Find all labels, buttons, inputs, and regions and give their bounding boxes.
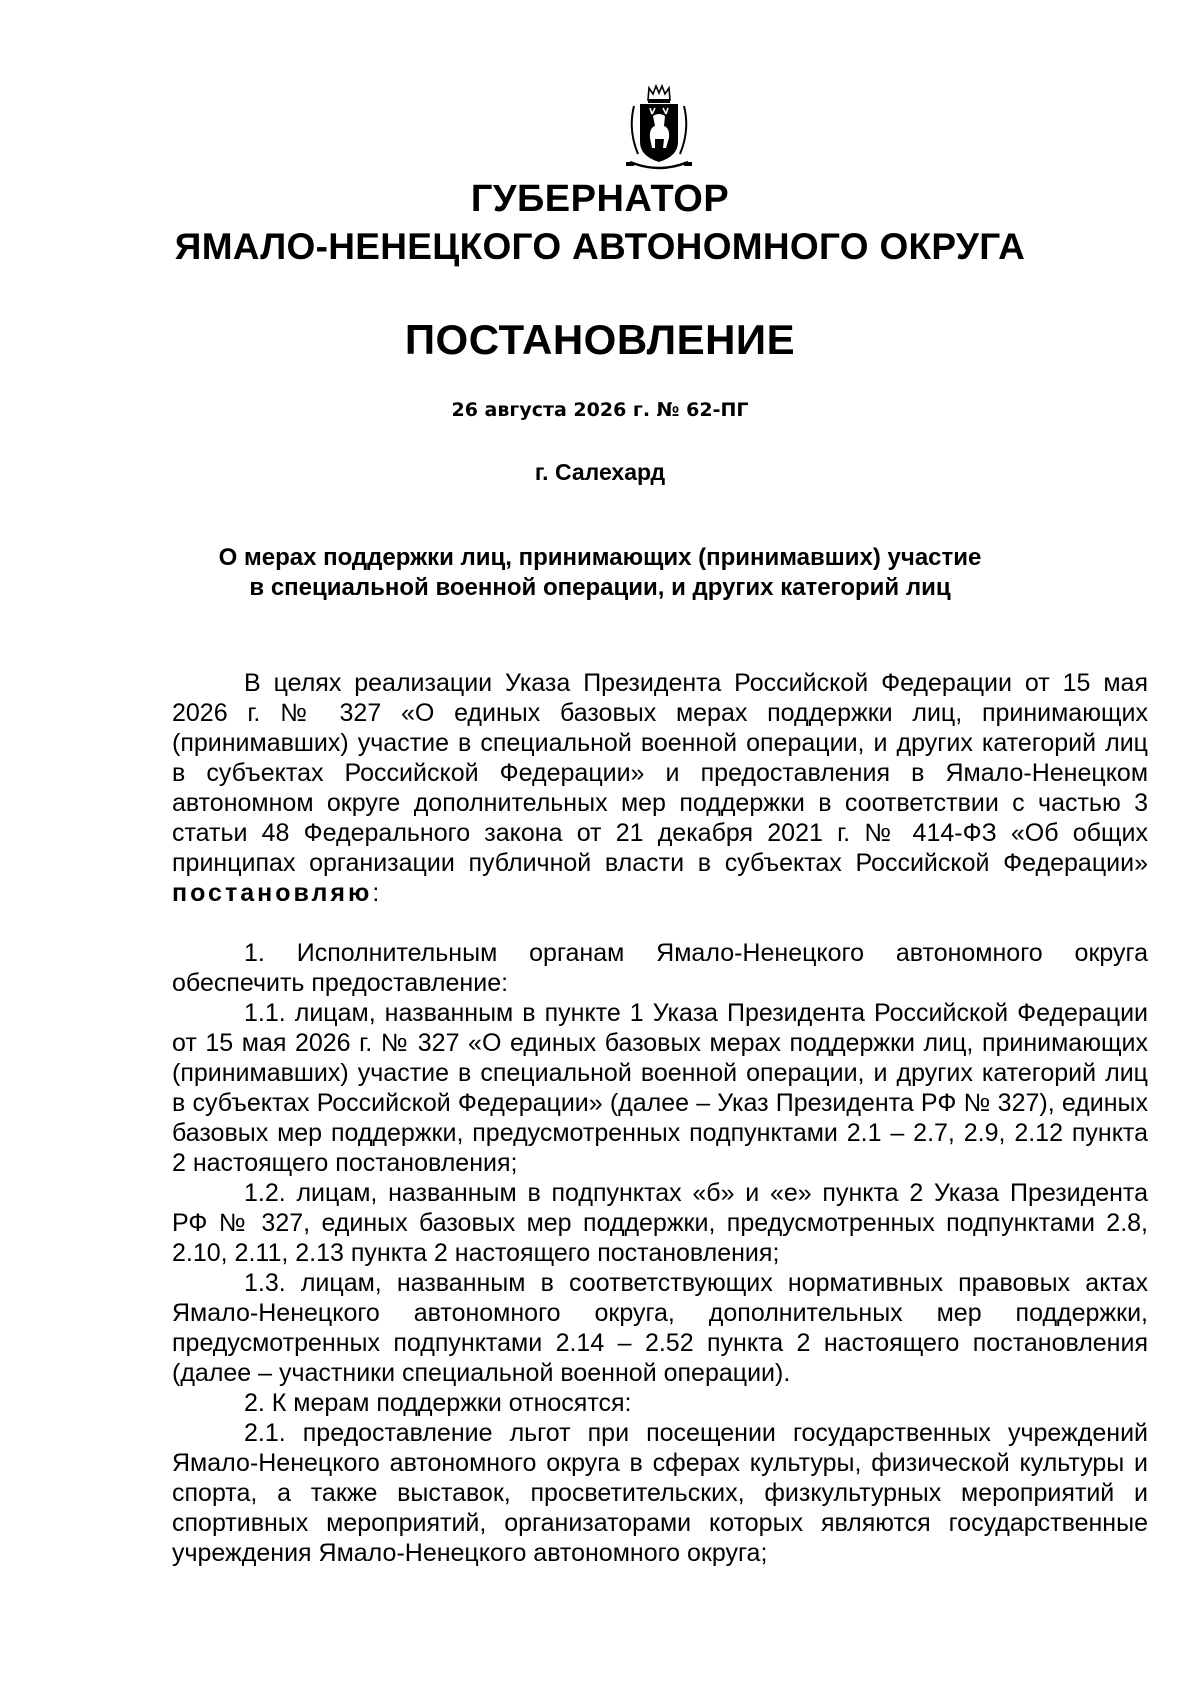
document-date-number: 26 августа 2026 г. № 62-ПГ [451,399,749,421]
resolve-suffix: : [372,879,380,907]
body-paragraph: 2. К мерам поддержки относятся: [244,1389,632,1417]
body-paragraph: 1.1. лицам, названным в пункте 1 Указа Президента Российской Федерации от 15 мая 2026 г. № 327 «О единых базовых мерах поддержки лиц, принимающих (принимавших) участие в специальной военной операции, и других категорий лиц в субъектах Российской Федерации» (далее – Указ Президента РФ № 327), единых базовых мер поддержки, предусмотренных подпунктами 2.1 – 2.7, 2.9, 2.12 пункта 2 настоящего постановления; [172,999,1148,1177]
document-city: г. Салехард [534,459,666,485]
preamble-paragraph [172,668,1148,908]
document-title [170,543,1030,603]
body-paragraph: 1.2. лицам, названным в подпунктах «б» и «е» пункта 2 Указа Президента РФ № 327, единых базовых мер поддержки, предусмотренных подпунктами 2.8, 2.10, 2.11, 2.13 пункта 2 настоящего постановления; [172,1179,1148,1267]
issuer-region: ЯМАЛО-НЕНЕЦКОГО АВТОНОМНОГО ОКРУГА [174,226,1026,267]
body-paragraph: 1.3. лицам, названным в соответствующих нормативных правовых актах Ямало-Ненецкого автономного округа, дополнительных мер поддержки, предусмотренных подпунктами 2.14 – 2.52 пункта 2 настоящего постановления (далее – участники специальной военной операции). [172,1269,1148,1387]
preamble-text: В целях реализации Указа Президента Российской Федерации от 15 мая 2026 г. № 327 «О единых базовых мерах поддержки лиц, принимающих (принимавших) участие в специальной военной операции, и других категорий лиц в субъектах Российской Федерации» и предоставления в Ямало-Ненецком автономном округе дополнительных мер поддержки в соответствии с частью 3 статьи 48 Федерального закона от 21 декабря 2021 г. № 414-ФЗ «Об общих принципах организации публичной власти в субъектах Российской Федерации» [172,669,1148,877]
body-paragraph: 2.1. предоставление льгот при посещении государственных учреждений Ямало-Ненецкого автономного округа в сферах культуры, физической культуры и спорта, а также выставок, просветительских, физкультурных мероприятий и спортивных мероприятий, организаторами которых являются государственные учреждения Ямало-Ненецкого автономного округа; [172,1419,1148,1567]
paragraph-spacer [172,908,1148,938]
body-paragraph: 1. Исполнительным органам Ямало-Ненецкого автономного округа обеспечить предоставление: [172,939,1148,997]
issuer-title: ГУБЕРНАТОР [470,178,730,220]
coat-of-arms-icon [622,84,696,176]
resolve-word: постановляю [172,879,373,907]
document-title-line: в специальной военной операции, и других категорий лиц [249,574,951,601]
document-type: ПОСТАНОВЛЕНИЕ [404,316,796,363]
document-body [172,668,1148,1568]
document-title-line: О мерах поддержки лиц, принимающих (принимавших) участие [218,544,982,571]
